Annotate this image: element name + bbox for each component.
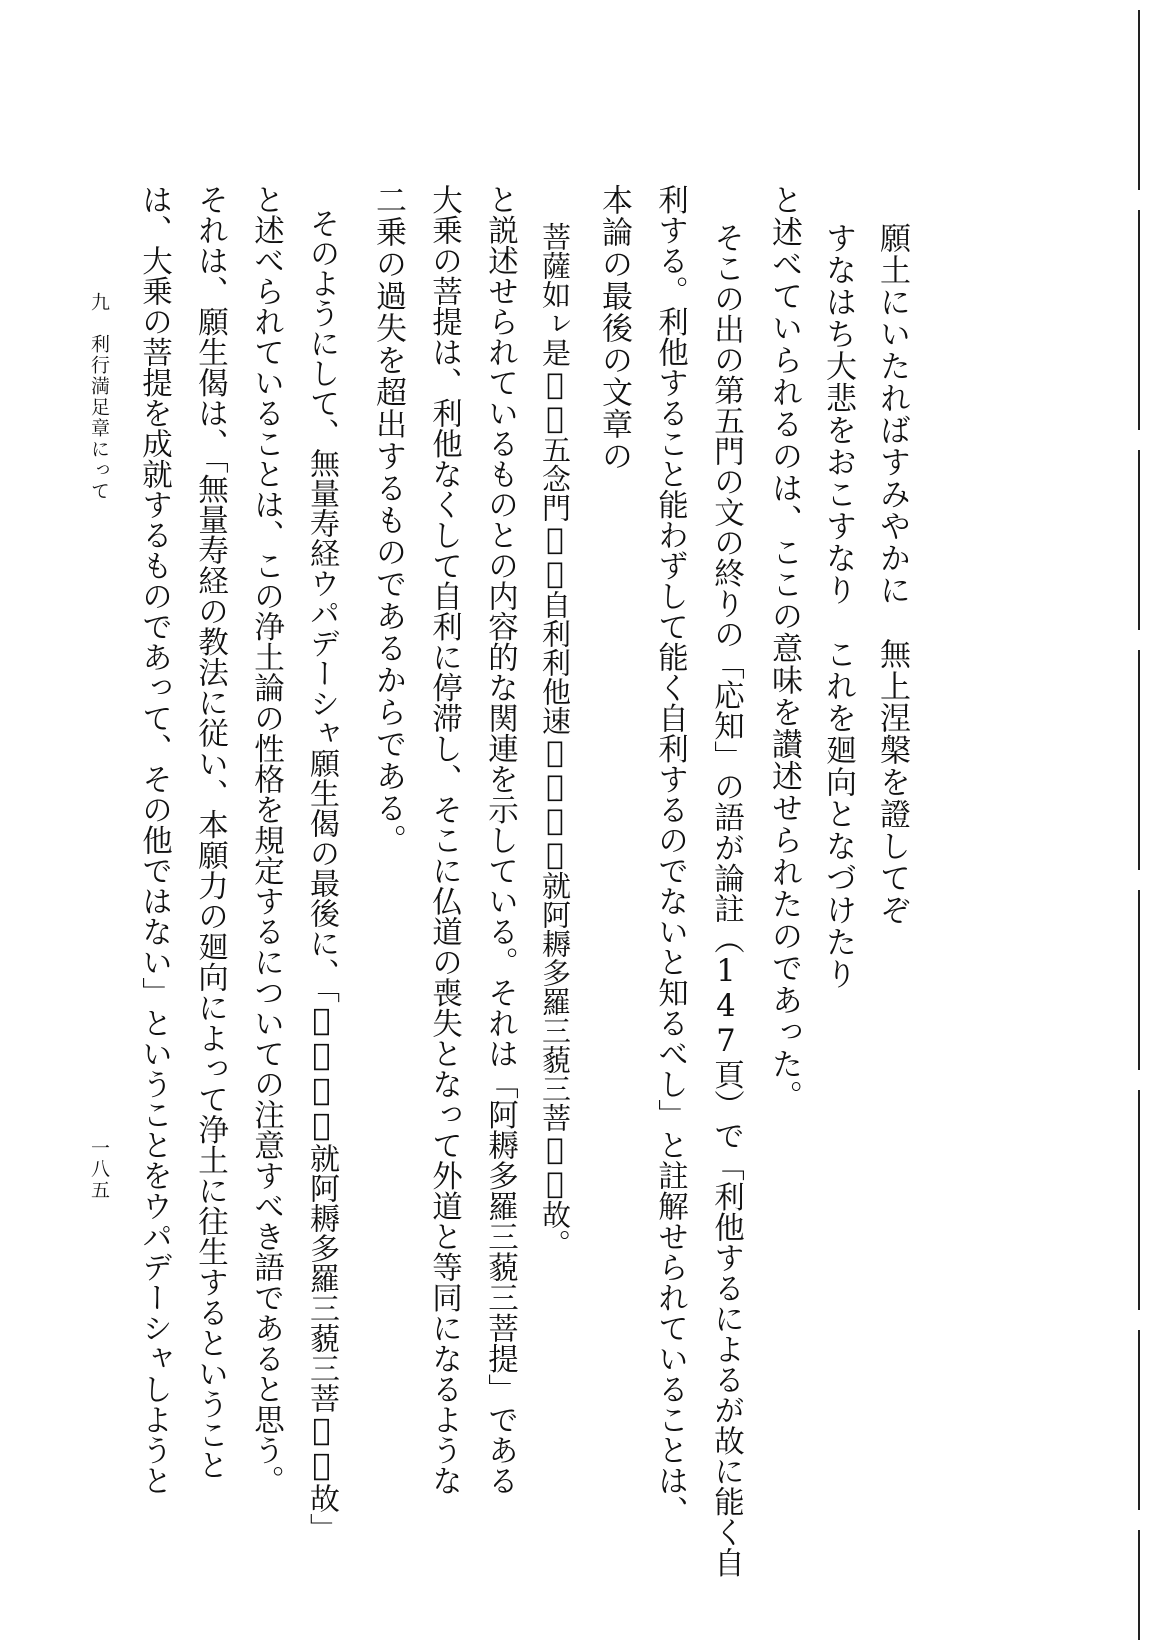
- running-footer-chapter: 九 利行満足章にって: [88, 292, 110, 502]
- page-number: 一八五: [88, 1138, 110, 1201]
- verse-line-1: 願土にいたればすみやかに 無上涅槃を證してぞ: [874, 222, 910, 926]
- text-column-12: と述べられていることは、この浄土論の性格を規定するについての注意すべき語であると思う。: [248, 184, 284, 1496]
- text-column-4: そこの出の第五門の文の終りの「応知」の語が論註（147頁）で「利他するによるが故に能く自: [708, 222, 744, 1578]
- text-column-10: 二乗の過失を超出するものであるからである。: [370, 184, 406, 856]
- verse-line-2: すなはち大悲をおこすなり これを廻向となづけたり: [820, 222, 856, 990]
- text-column-11: そのようにして、無量寿経ウパデーシャ願生偈の最後に、「得᷾成᷾就阿耨多羅三藐三菩提᷾故」: [304, 208, 339, 1543]
- text-column-6: 本論の最後の文章の: [596, 184, 632, 472]
- text-column-9: 大乗の菩提は、利他なくして自利に停滞し、そこに仏道の喪失となって外道と等同になるような: [426, 184, 462, 1496]
- text-column-14: は、大乗の菩提を成就するものであって、その他ではない」ということをウパデーシャしようと: [136, 184, 172, 1496]
- text-column-13: それは、願生偈は、「無量寿経の教法に従い、本願力の廻向によって浄土に往生するということ: [192, 184, 228, 1481]
- sutra-quote-line: 菩薩如ㇾ是修᷾五念門行᷾自利利他速得᷾成᷾就阿耨多羅三藐三菩提᷾故。: [538, 222, 572, 1258]
- text-column-8: と説述せられているものとの内容的な関連を示している。それは「阿耨多羅三藐三菩提」である: [482, 184, 518, 1496]
- text-column-3: と述べていられるのは、ここの意味を讃述せられたのであった。: [766, 184, 802, 1112]
- text-column-5: 利する。利他すること能わずして能く自利するのでないと知るべし」と註解せられていることは、: [652, 184, 688, 1526]
- binding-edge-line: [1138, 10, 1140, 1640]
